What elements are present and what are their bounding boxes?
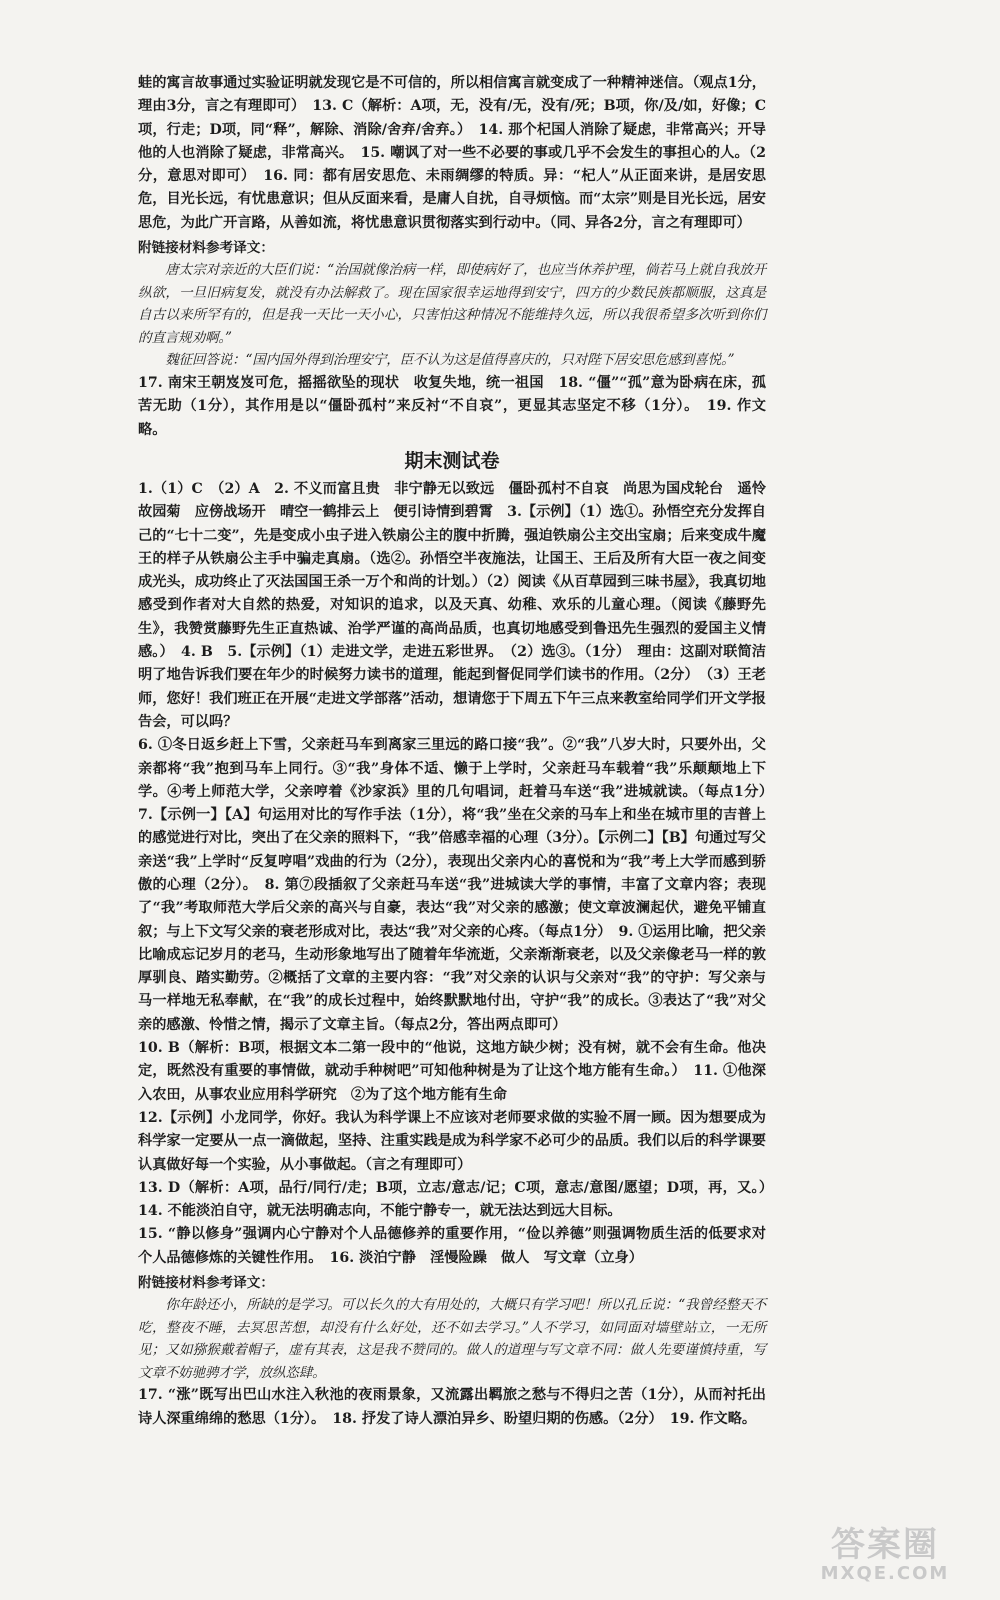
translation-paragraph: 你年龄还小，所缺的是学习。可以长久的大有用处的，大概只有学习吧！所以孔丘说：“我曾经整天不吃，整夜不睡，去冥思苦想，却没有什么好处，还不如去学习。”人不学习，如同面对墙壁站立，一无所见；又如猕猴戴着帽子，虚有其表，这是我不赞同的。做人的道理与写文章不同：做人先要谨慎持重，写文章不妨驰骋才学，放纵恣肆。 [138, 1297, 766, 1381]
translation-subheading: 附链接材料参考译文： [138, 240, 274, 257]
translation-subheading: 附链接材料参考译文： [138, 1275, 274, 1292]
answer-paragraph: 15. “静以修身”强调内心宁静对个人品德修养的重要作用，“俭以养德”则强调物质生活的低要求对个人品德修炼的关键性作用。 16. 淡泊宁静 淫慢险躁 做人 写文章（立身） [138, 1226, 766, 1266]
translation-paragraph: 魏征回答说：“国内国外得到治理安宁，臣不认为这是值得喜庆的，只对陛下居安思危感到喜悦。” [165, 352, 735, 369]
answer-paragraph: 12.【示例】小龙同学，你好。我认为科学课上不应该对老师要求做的实验不屑一顾。因为想要成为科学家一定要从一点一滴做起，坚持、注重实践是成为科学家不必可少的品质。我们以后的科学课要认真做好每一个实验，从小事做起。（言之有理即可） [138, 1109, 766, 1173]
answer-paragraph: 蛙的寓言故事通过实验证明就发现它是不可信的，所以相信寓言就变成了一种精神迷信。（观点1分，理由3分，言之有理即可） 13. C（解析：A项，无，没有/无，没有/死；B项，你/及/如，好像；C项，行走；D项，同“释”，解除、消除/舍弃/舍弃。） 14. 那个杞国人消除了疑虑，非常高兴；开导他的人也消除了疑虑，非常高兴。 15. 嘲讽了对一些不必要的事或几乎不会发生的事担心的人。（2分，意思对即可） 16. 同：都有居安思危、未雨绸缪的特质。异：“杞人”从正面来讲，是居安思危，目光长远，有忧患意识；但从反面来看，是庸人自扰，自寻烦恼。而“太宗”则是目光长远，居安思危，为此广开言路，从善如流，将忧患意识贯彻落实到行动中。（同、异各2分，言之有理即可） [138, 75, 766, 231]
answer-paragraph: 6. ①冬日返乡赶上下雪，父亲赶马车到离家三里远的路口接“我”。②“我”八岁大时，只要外出，父亲都将“我”抱到马车上同行。③“我”身体不适、懒于上学时，父亲赶马车载着“我”乐颠颠地上下学。④考上师范大学，父亲哼着《沙家浜》里的几句唱词，赶着马车送“我”进城就读。（每点1分） 7.【示例一】【A】句运用对比的写作手法（1分），将“我”坐在父亲的马车上和坐在城市里的吉普上的感觉进行对比，突出了在父亲的照料下，“我”倍感幸福的心理（3分）。【示例二】【B】句通过写父亲送“我”上学时“反复哼唱”戏曲的行为（2分），表现出父亲内心的喜悦和为“我”考上大学而感到骄傲的心理（2分）。 8. 第⑦段插叙了父亲赶马车送“我”进城读大学的事情，丰富了文章内容；表现了“我”考取师范大学后父亲的高兴与自豪，表达“我”对父亲的感激；使文章波澜起伏，避免平铺直叙；与上下文写父亲的衰老形成对比，表达“我”对父亲的心疼。（每点1分） 9. ①运用比喻，把父亲比喻成忘记岁月的老马，生动形象地写出了随着年华流逝，父亲渐渐衰老，以及父亲像老马一样的敦厚驯良、踏实勤劳。②概括了文章的主要内容：“我”对父亲的认识与父亲对“我”的守护：写父亲与马一样地无私奉献，在“我”的成长过程中，始终默默地付出，守护“我”的成长。③表达了“我”对父亲的感激、怜惜之情，揭示了文章主旨。（每点2分，答出两点即可） [138, 737, 781, 1033]
answer-paragraph: 13. D（解析：A项，品行/同行/走；B项，立志/意志/记；C项，意志/意图/愿望；D项，再，又。） 14. 不能淡泊自守，就无法明确志向，不能宁静专一，就无法达到远大目标。 [138, 1179, 781, 1220]
watermark-logo [790, 1526, 980, 1588]
answer-paragraph: 10. B（解析：B项，根据文本二第一段中的“他说，这地方缺少树；没有树，就不会有生命。他决定，既然没有重要的事情做，就动手种树吧”可知他种树是为了让这个地方能有生命。） 11. ①他深入农田，从事农业应用科学研究 ②为了这个地方能有生命 [138, 1040, 766, 1103]
watermark-url: MXQE.COM [820, 1563, 950, 1584]
translation-paragraph: 唐太宗对亲近的大臣们说：“治国就像治病一样，即使病好了，也应当休养护理，倘若马上就自我放开纵欲，一旦旧病复发，就没有办法解救了。现在国家很幸运地得到安宁，四方的少数民族都顺服，这真是自古以来所罕有的，但是我一天比一天小心，只害怕这种情况不能维持久远，所以我很希望多次听到你们的直言规劝啊。” [138, 262, 766, 346]
answer-paragraph: 17. 南宋王朝岌岌可危，摇摇欲坠的现状 收复失地，统一祖国 18. “僵”“孤”意为卧病在床，孤苦无助（1分），其作用是以“僵卧孤村”来反衬“不自哀”，更显其志坚定不移（1分）。 19. 作文略。 [138, 375, 766, 438]
answer-page [138, 72, 781, 1431]
section-title: 期末测试卷 [404, 449, 500, 472]
watermark-text: 答案圈 [831, 1525, 939, 1565]
answer-paragraph: 17. “涨”既写出巴山水注入秋池的夜雨景象，又流露出羁旅之愁与不得归之苦（1分），从而衬托出诗人深重绵绵的愁思（1分）。 18. 抒发了诗人漂泊异乡、盼望归期的伤感。（2分） 19. 作文略。 [138, 1387, 766, 1427]
answer-paragraph: 1.（1）C （2）A 2. 不义而富且贵 非宁静无以致远 僵卧孤村不自哀 尚思为国戍轮台 遥怜故园菊 应傍战场开 晴空一鹤排云上 便引诗情到碧霄 3.【示例】（1）选①。孙悟空充分发挥自己的“七十二变”，先是变成小虫子进入铁扇公主的腹中折腾，强迫铁扇公主交出宝扇；后来变成牛魔王的样子从铁扇公主手中骗走真扇。（选②。孙悟空半夜施法，让国王、王后及所有大臣一夜之间变成光头，成功终止了灭法国国王杀一万个和尚的计划。）（2）阅读《从百草园到三味书屋》，我真切地感受到作者对大自然的热爱，对知识的追求，以及天真、幼稚、欢乐的儿童心理。（阅读《藤野先生》，我赞赏藤野先生正直热诚、治学严谨的高尚品质，也真切地感受到鲁迅先生强烈的爱国主义情感。） 4. B 5.【示例】（1）走进文学，走进五彩世界。 （2）选③。（1分） 理由：这副对联简洁明了地告诉我们要在年少的时候努力读书的道理，能起到督促同学们读书的作用。（2分） （3）王老师，您好！我们班正在开展“走进文学部落”活动，想请您于下周五下午三点来教室给同学们开文学报告会，可以吗？ [138, 480, 766, 730]
